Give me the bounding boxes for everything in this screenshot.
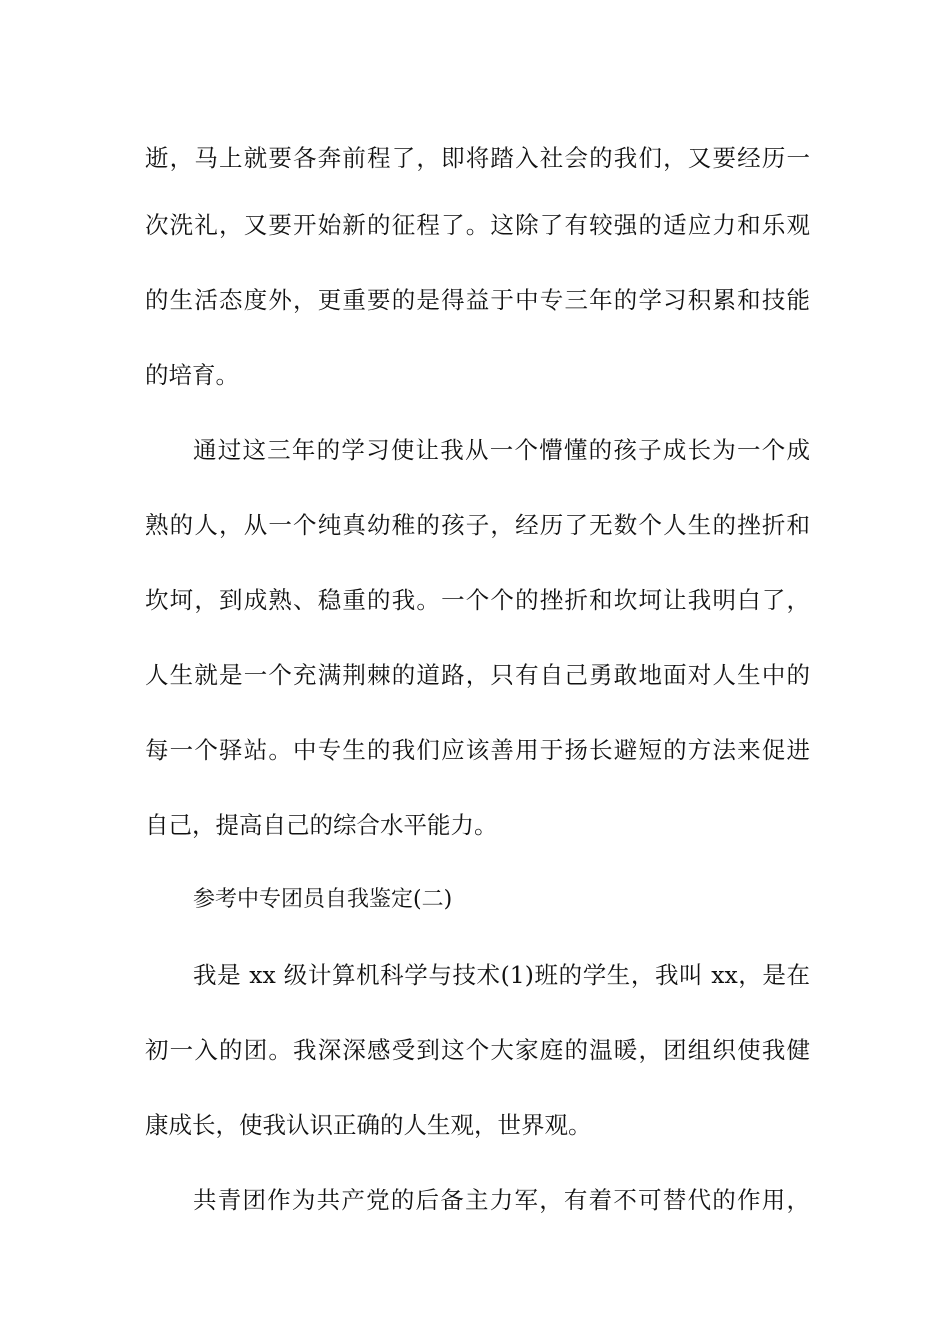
text-line: 的培育。 <box>145 361 239 389</box>
text-line: 的生活态度外，更重要的是得益于中专三年的学习积累和技能 <box>145 286 810 314</box>
text-line: 我是 xx 级计算机科学与技术(1)班的学生，我叫 xx，是在 <box>193 961 810 989</box>
text-line: 康成长，使我认识正确的人生观，世界观。 <box>145 1111 592 1139</box>
text-line: 初一入的团。我深深感受到这个大家庭的温暖，团组织使我健 <box>145 1036 810 1064</box>
text-line: 熟的人，从一个纯真幼稚的孩子，经历了无数个人生的挫折和 <box>145 511 810 539</box>
text-line: 共青团作为共产党的后备主力军，有着不可替代的作用， <box>193 1186 810 1214</box>
section-heading: 参考中专团员自我鉴定(二) <box>193 887 453 912</box>
text-line: 每一个驿站。中专生的我们应该善用于扬长避短的方法来促进 <box>145 736 810 764</box>
text-line: 自己，提高自己的综合水平能力。 <box>145 811 498 839</box>
text-line: 次洗礼，又要开始新的征程了。这除了有较强的适应力和乐观 <box>145 211 810 239</box>
text-line: 通过这三年的学习使让我从一个懵懂的孩子成长为一个成 <box>193 436 810 464</box>
text-line: 坎坷，到成熟、稳重的我。一个个的挫折和坎坷让我明白了， <box>145 586 810 614</box>
text-line: 逝，马上就要各奔前程了，即将踏入社会的我们，又要经历一 <box>145 144 810 172</box>
text-line: 人生就是一个充满荆棘的道路，只有自己勇敢地面对人生中的 <box>145 661 810 689</box>
